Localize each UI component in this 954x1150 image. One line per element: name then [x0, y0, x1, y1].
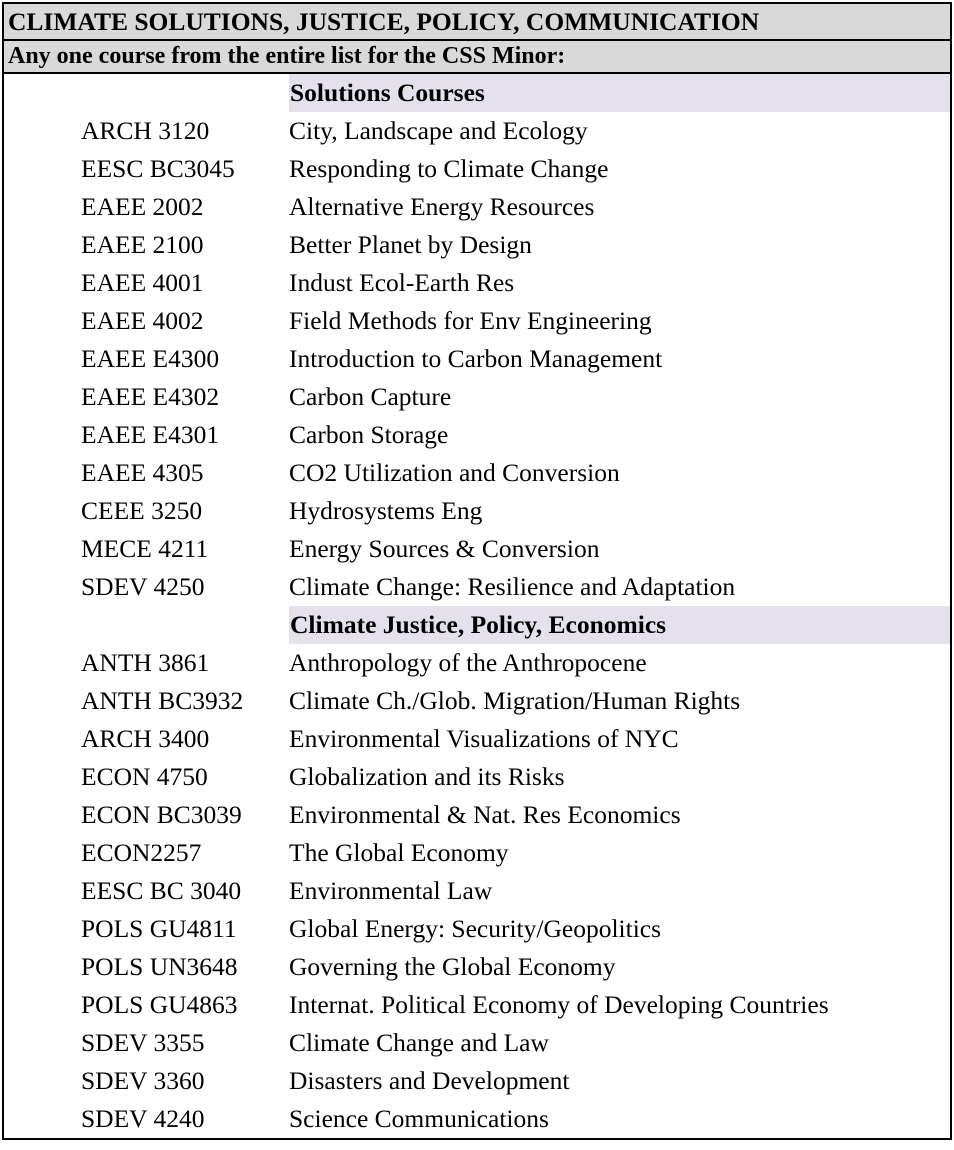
course-name: CO2 Utilization and Conversion: [289, 458, 620, 487]
course-row: [4, 378, 950, 416]
course-row: [4, 720, 950, 758]
course-code: ANTH BC3932: [81, 686, 244, 715]
course-row: [4, 834, 950, 872]
course-name: Climate Ch./Glob. Migration/Human Rights: [289, 686, 741, 715]
course-row: [4, 454, 950, 492]
sections-container: [4, 74, 950, 1140]
course-name: Indust Ecol-Earth Res: [289, 268, 515, 297]
course-row: [4, 796, 950, 834]
course-code: EAEE E4302: [81, 382, 220, 411]
course-code: EAEE E4301: [81, 420, 220, 449]
section-heading-spacer: [4, 606, 289, 644]
course-code: SDEV 4240: [81, 1104, 205, 1133]
table-title: CLIMATE SOLUTIONS, JUSTICE, POLICY, COMMUNICATION: [4, 2, 950, 41]
section-heading-spacer: [4, 74, 289, 112]
course-row: [4, 1024, 950, 1062]
table-subtitle: Any one course from the entire list for the CSS Minor:: [4, 41, 950, 74]
course-code: ECON 4750: [81, 762, 208, 791]
course-row: [4, 264, 950, 302]
course-name: The Global Economy: [289, 838, 509, 867]
course-name: Internat. Political Economy of Developing Countries: [289, 990, 829, 1019]
course-row: [4, 682, 950, 720]
course-row: [4, 150, 950, 188]
course-row: [4, 1100, 950, 1140]
course-code: CEEE 3250: [81, 496, 203, 525]
course-code: EAEE 4002: [81, 306, 204, 335]
course-code: EAEE E4300: [81, 344, 220, 373]
course-row: [4, 948, 950, 986]
course-name: Field Methods for Env Engineering: [289, 306, 652, 335]
course-row: [4, 872, 950, 910]
course-name: Responding to Climate Change: [289, 154, 609, 183]
course-name: Climate Change and Law: [289, 1028, 549, 1057]
course-row: [4, 910, 950, 948]
course-name: Environmental Law: [289, 876, 493, 905]
course-code: SDEV 3355: [81, 1028, 205, 1057]
course-name: Climate Change: Resilience and Adaptation: [289, 572, 736, 601]
section-heading: Climate Justice, Policy, Economics: [289, 606, 950, 644]
section-heading-row: [4, 74, 950, 112]
section-heading: Solutions Courses: [289, 74, 950, 112]
course-row: [4, 188, 950, 226]
course-name: Better Planet by Design: [289, 230, 532, 259]
course-code: ECON2257: [81, 838, 202, 867]
course-row: [4, 416, 950, 454]
course-code: EESC BC 3040: [81, 876, 242, 905]
course-code: SDEV 3360: [81, 1066, 205, 1095]
course-code: ANTH 3861: [81, 648, 210, 677]
course-code: SDEV 4250: [81, 572, 205, 601]
course-code: POLS UN3648: [81, 952, 238, 981]
course-name: Globalization and its Risks: [289, 762, 565, 791]
course-row: [4, 530, 950, 568]
course-name: Carbon Storage: [289, 420, 449, 449]
course-name: Global Energy: Security/Geopolitics: [289, 914, 662, 943]
course-code: EAEE 2100: [81, 230, 204, 259]
course-code: MECE 4211: [81, 534, 209, 563]
course-code: ARCH 3400: [81, 724, 210, 753]
course-code: POLS GU4863: [81, 990, 238, 1019]
course-row: [4, 644, 950, 682]
course-row: [4, 492, 950, 530]
course-name: Alternative Energy Resources: [289, 192, 595, 221]
course-name: Anthropology of the Anthropocene: [289, 648, 647, 677]
course-code: EAEE 4001: [81, 268, 204, 297]
course-name: Hydrosystems Eng: [289, 496, 483, 525]
course-row: [4, 112, 950, 150]
course-code: ARCH 3120: [81, 116, 210, 145]
course-name: Disasters and Development: [289, 1066, 570, 1095]
course-row: [4, 568, 950, 606]
course-name: Energy Sources & Conversion: [289, 534, 600, 563]
course-code: EESC BC3045: [81, 154, 235, 183]
course-code: EAEE 2002: [81, 192, 204, 221]
course-name: Governing the Global Economy: [289, 952, 616, 981]
course-name: Carbon Capture: [289, 382, 452, 411]
course-name: Environmental & Nat. Res Economics: [289, 800, 681, 829]
course-row: [4, 986, 950, 1024]
course-code: POLS GU4811: [81, 914, 237, 943]
course-table: [2, 2, 952, 1140]
course-row: [4, 1062, 950, 1100]
course-row: [4, 302, 950, 340]
course-code: ECON BC3039: [81, 800, 242, 829]
course-row: [4, 758, 950, 796]
course-name: City, Landscape and Ecology: [289, 116, 588, 145]
course-name: Environmental Visualizations of NYC: [289, 724, 679, 753]
course-name: Science Communications: [289, 1104, 549, 1133]
course-row: [4, 340, 950, 378]
course-row: [4, 226, 950, 264]
course-name: Introduction to Carbon Management: [289, 344, 663, 373]
section-heading-row: [4, 606, 950, 644]
course-code: EAEE 4305: [81, 458, 204, 487]
